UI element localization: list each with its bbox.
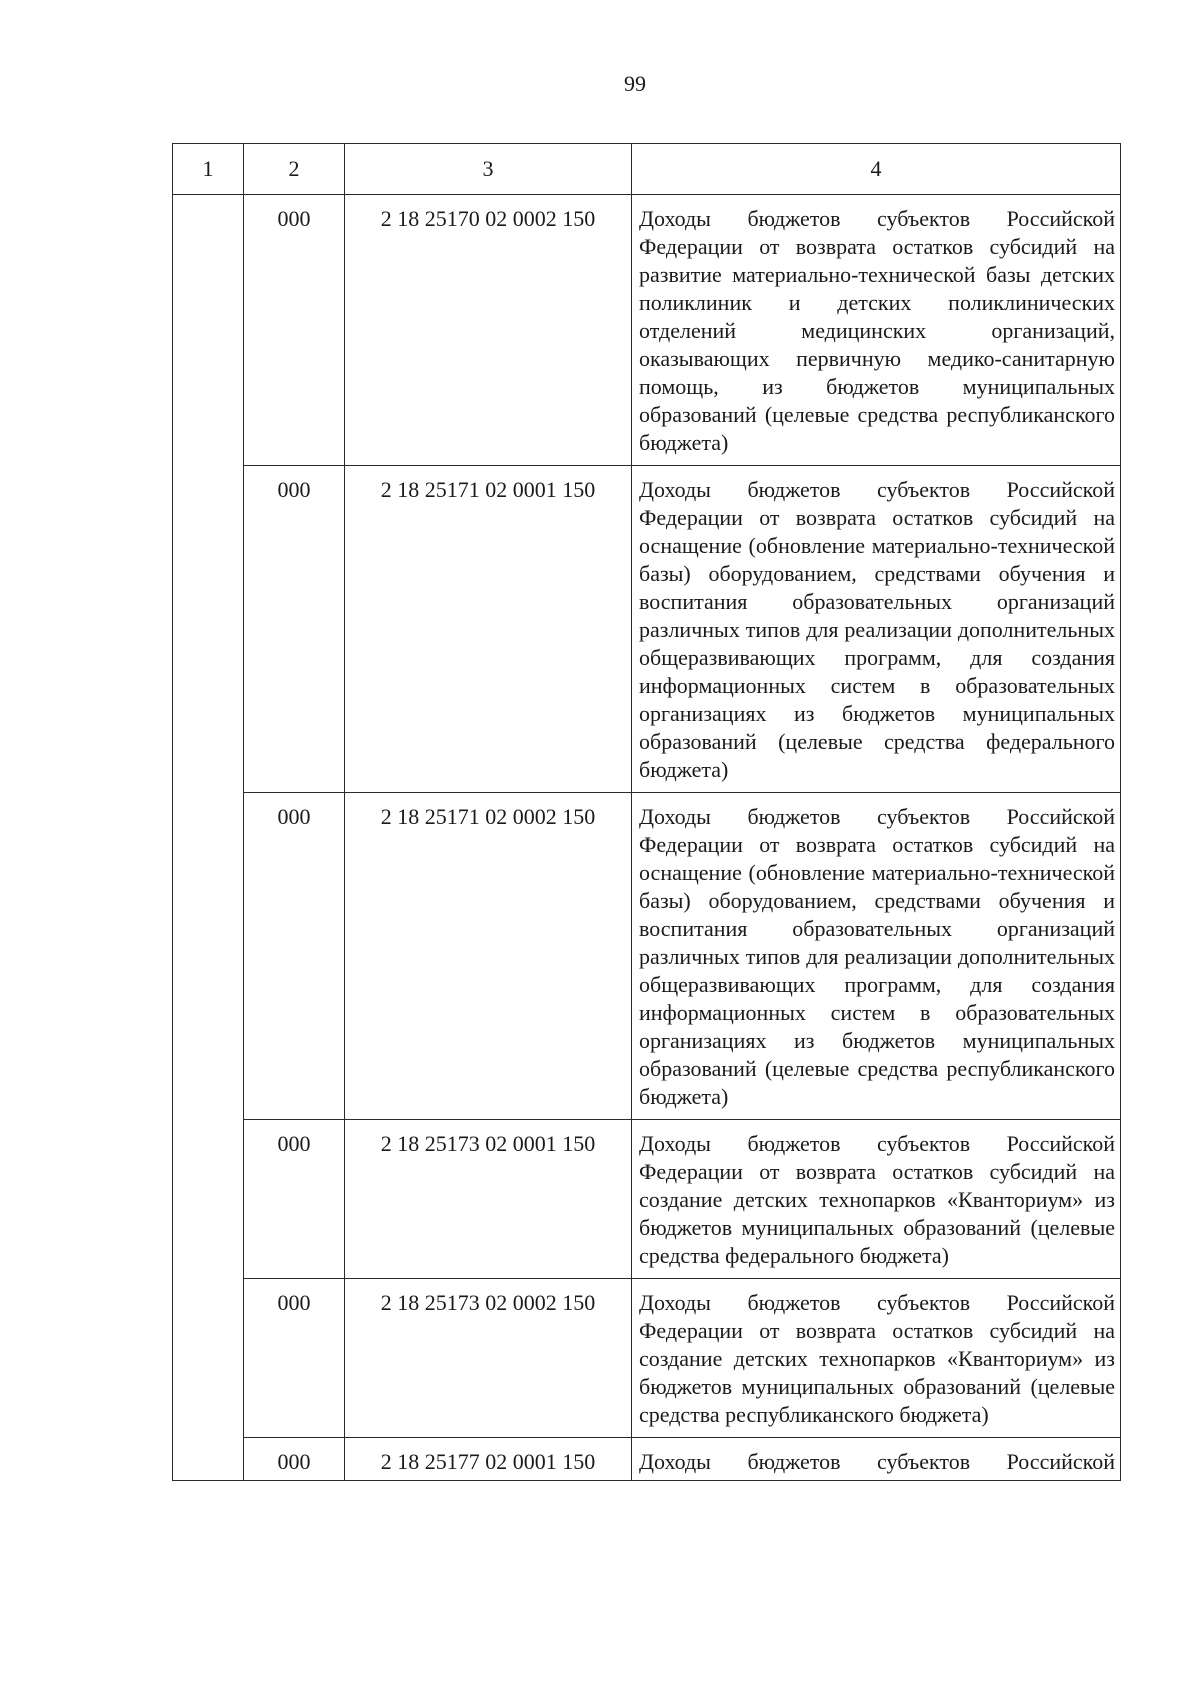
empty-cell [173, 1120, 244, 1279]
empty-cell [173, 195, 244, 466]
header-row [173, 144, 1121, 195]
header-col-2: 2 [244, 144, 345, 195]
admin-code-cell: 000 [244, 1120, 345, 1279]
description-cell: Доходы бюджетов субъектов Российской Федерации от возврата остатков субсидий на оснащение (обновление материально-технической базы) оборудованием, средствами обучения и воспитания образовательных организаций различных типов для реализации дополнительных общеразвивающих программ, для создания информационных систем в образовательных организациях из бюджетов муниципальных образований (целевые средства федерального бюджета) [632, 466, 1121, 793]
table-row [173, 1120, 1121, 1279]
revenue-code-cell: 2 18 25170 02 0002 150 [345, 195, 632, 466]
admin-code-cell: 000 [244, 466, 345, 793]
revenue-code-cell: 2 18 25173 02 0001 150 [345, 1120, 632, 1279]
table-body [173, 195, 1121, 1481]
admin-code-cell: 000 [244, 793, 345, 1120]
admin-code-cell: 000 [244, 1279, 345, 1438]
revenue-code-cell: 2 18 25171 02 0001 150 [345, 466, 632, 793]
description-cell: Доходы бюджетов субъектов Российской Федерации от возврата остатков субсидий на развитие материально-технической базы детских поликлиник и детских поликлинических отделений медицинских организаций, оказывающих первичную медико-санитарную помощь, из бюджетов муниципальных образований (целевые средства республиканского бюджета) [632, 195, 1121, 466]
empty-cell [173, 1279, 244, 1438]
header-col-3: 3 [345, 144, 632, 195]
table-row [173, 1279, 1121, 1438]
description-cell: Доходы бюджетов субъектов Российской Федерации от возврата остатков субсидий на оснащение (обновление материально-технической базы) оборудованием, средствами обучения и воспитания образовательных организаций различных типов для реализации дополнительных общеразвивающих программ, для создания информационных систем в образовательных организациях из бюджетов муниципальных образований (целевые средства республиканского бюджета) [632, 793, 1121, 1120]
table-row [173, 793, 1121, 1120]
empty-cell [173, 466, 244, 793]
admin-code-cell: 000 [244, 195, 345, 466]
revenue-code-cell: 2 18 25173 02 0002 150 [345, 1279, 632, 1438]
table-row [173, 1438, 1121, 1481]
page-number: 99 [624, 71, 646, 96]
empty-cell [173, 1438, 244, 1481]
table-row [173, 466, 1121, 793]
empty-cell [173, 793, 244, 1120]
description-cell: Доходы бюджетов субъектов Российской [632, 1438, 1121, 1481]
header-col-4: 4 [632, 144, 1121, 195]
revenue-code-cell: 2 18 25177 02 0001 150 [345, 1438, 632, 1481]
table-header [173, 144, 1121, 195]
description-cell: Доходы бюджетов субъектов Российской Федерации от возврата остатков субсидий на создание детских технопарков «Кванториум» из бюджетов муниципальных образований (целевые средства республиканского бюджета) [632, 1279, 1121, 1438]
table-row [173, 195, 1121, 466]
revenue-code-cell: 2 18 25171 02 0002 150 [345, 793, 632, 1120]
admin-code-cell: 000 [244, 1438, 345, 1481]
revenue-codes-table [172, 143, 1121, 1481]
header-col-1: 1 [173, 144, 244, 195]
description-cell: Доходы бюджетов субъектов Российской Федерации от возврата остатков субсидий на создание детских технопарков «Кванториум» из бюджетов муниципальных образований (целевые средства федерального бюджета) [632, 1120, 1121, 1279]
